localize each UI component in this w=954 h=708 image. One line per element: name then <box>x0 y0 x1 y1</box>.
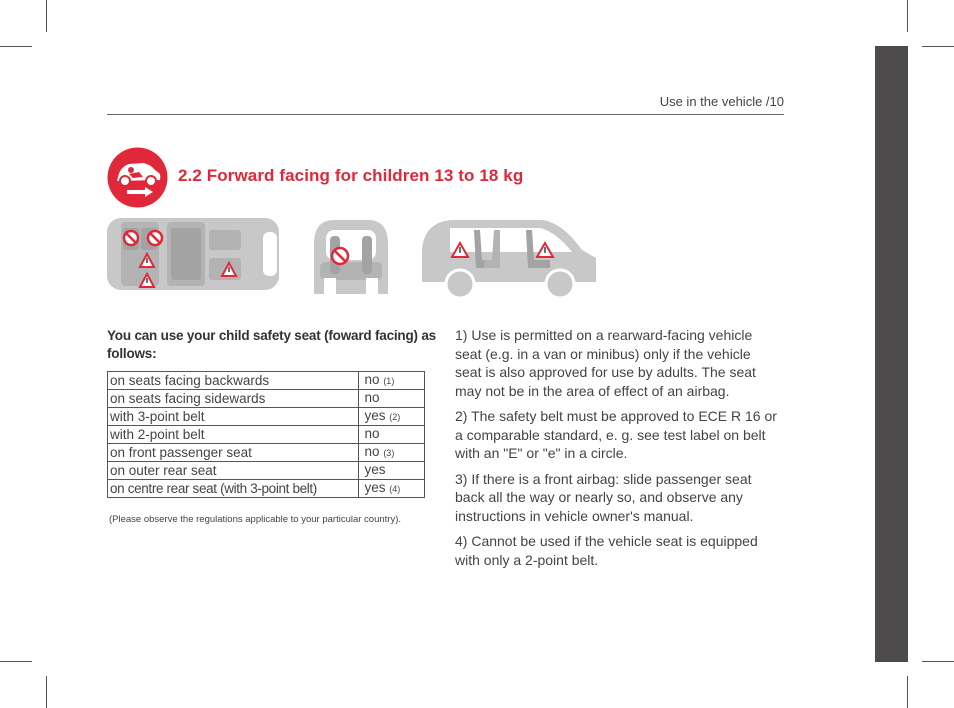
crop-mark <box>907 676 908 708</box>
footnote-ref: (4) <box>389 484 401 494</box>
table-row <box>108 462 425 480</box>
usage-intro: You can use your child safety seat (foward facing) as follows: <box>107 328 436 361</box>
condition-cell: with 2-point belt <box>108 426 359 444</box>
header-rule <box>107 114 784 115</box>
table-row <box>108 372 425 390</box>
condition-cell: on front passenger seat <box>108 444 359 462</box>
footnote-ref: (3) <box>383 448 395 458</box>
crop-mark <box>0 661 32 662</box>
condition-cell: on outer rear seat <box>108 462 359 480</box>
table-row <box>108 444 425 462</box>
forward-facing-car-seat-icon <box>107 147 168 208</box>
country-regulations-note: (Please observe the regulations applicable to your particular country). <box>109 514 402 525</box>
prohibited-icon <box>332 248 348 264</box>
usage-rules-table <box>107 371 425 498</box>
answer-cell <box>358 390 424 408</box>
table-row <box>108 408 425 426</box>
answer-cell <box>358 372 424 390</box>
van-side-view-diagram <box>422 216 598 298</box>
footnote-4: 4) Cannot be used if the vehicle seat is equipped with only a 2-point belt. <box>455 533 758 568</box>
crop-mark <box>0 46 32 47</box>
crop-mark <box>922 661 954 662</box>
footnote-ref: (1) <box>383 376 395 386</box>
chapter-tab <box>875 46 908 662</box>
crop-mark <box>46 676 47 708</box>
footnote-3: 3) If there is a front airbag: slide passenger seat back all the way or nearly so, and observe any instructions in vehicle owner's manual. <box>455 470 752 524</box>
crop-mark <box>907 0 908 32</box>
answer-cell <box>358 426 424 444</box>
condition-cell: with 3-point belt <box>108 408 359 426</box>
prohibited-icon <box>148 231 162 245</box>
table-row <box>108 480 425 498</box>
running-header: Use in the vehicle /10 <box>659 94 784 109</box>
crop-mark <box>46 0 47 32</box>
condition-cell: on centre rear seat (with 3-point belt) <box>108 480 359 498</box>
answer-value: no <box>364 426 380 441</box>
footnote-2: 2) The safety belt must be approved to ECE R 16 or a comparable standard, e. g. see test label on belt with an "E" or "e" in a circle. <box>455 408 777 461</box>
condition-cell: on seats facing sidewards <box>108 390 359 408</box>
footnotes <box>455 326 780 576</box>
prohibited-icon <box>124 231 138 245</box>
car-front-seat-diagram <box>310 216 392 298</box>
footnote-ref: (2) <box>389 412 401 422</box>
answer-cell <box>358 444 424 462</box>
condition-cell: on seats facing backwards <box>108 372 359 390</box>
table-row <box>108 390 425 408</box>
car-top-view-diagram <box>107 216 279 292</box>
answer-cell <box>358 408 424 426</box>
footnote-1: 1) Use is permitted on a rearward-facing vehicle seat (e.g. in a van or minibus) only if the vehicle seat is also approved for use by adults. The seat may not be in the area of effect of an airbag. <box>455 327 756 399</box>
crop-mark <box>922 46 954 47</box>
answer-value: no <box>364 372 380 387</box>
answer-value: yes <box>364 480 386 495</box>
answer-cell <box>358 480 424 498</box>
answer-value: yes <box>364 462 386 477</box>
answer-value: yes <box>364 408 386 423</box>
answer-value: no <box>364 390 380 405</box>
section-title: 2.2 Forward facing for children 13 to 18 kg <box>178 166 524 185</box>
answer-value: no <box>364 444 380 459</box>
table-row <box>108 426 425 444</box>
answer-cell <box>358 462 424 480</box>
